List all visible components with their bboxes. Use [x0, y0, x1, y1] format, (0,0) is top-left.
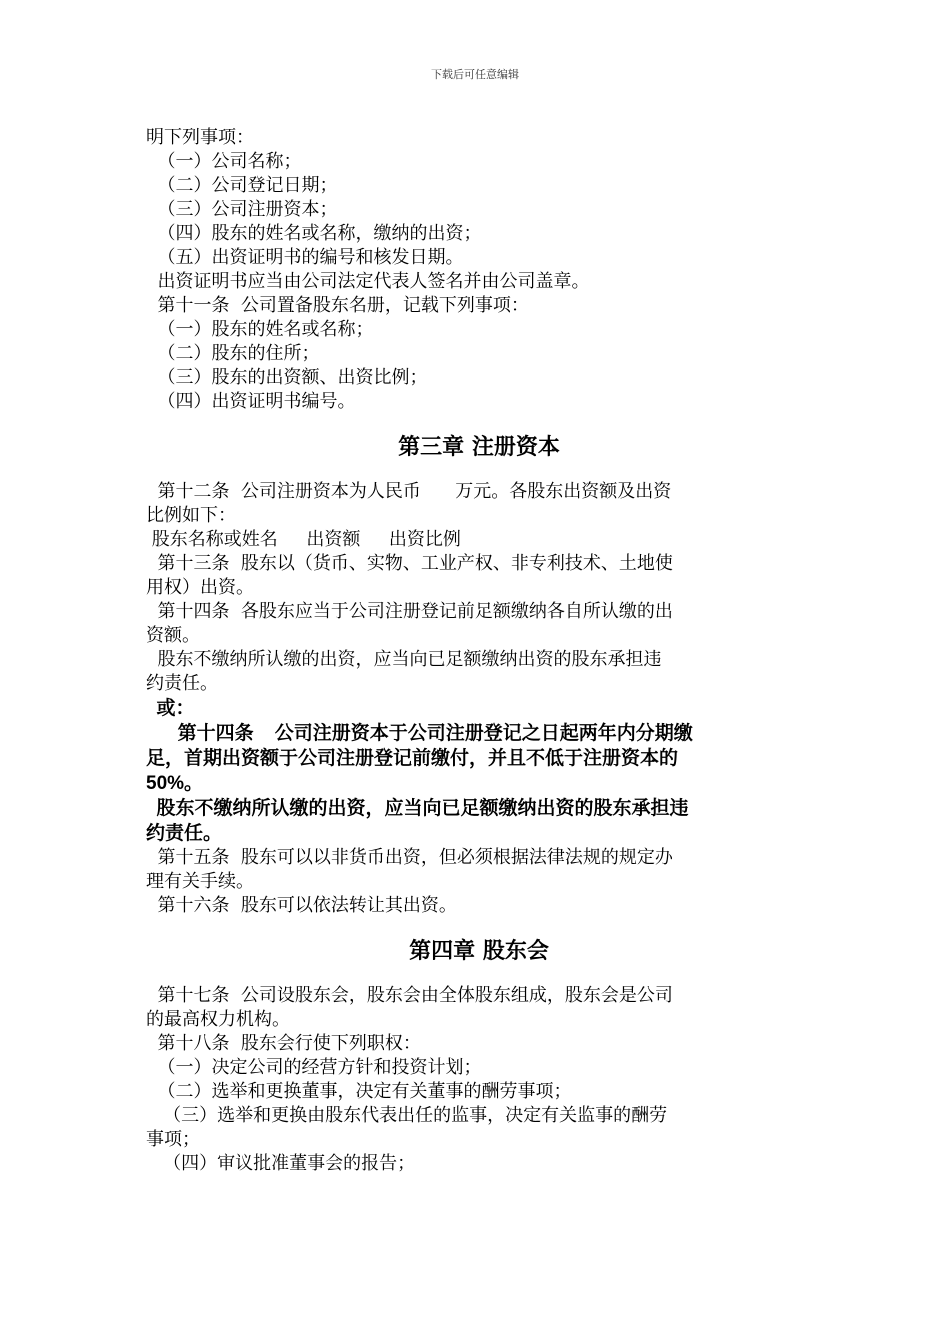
block-bold — [146, 696, 812, 846]
text-line: 第十三条 股东以（货币、实物、工业产权、非专利技术、土地使 — [146, 553, 673, 574]
text-line: 第十五条 股东可以以非货币出资，但必须根据法律法规的规定办 — [146, 847, 673, 868]
text-line: 第十八条 股东会行使下列职权： — [146, 1033, 421, 1054]
text-line-bold: 约责任。 — [146, 823, 223, 844]
text-line: 的最高权力机构。 — [146, 1009, 290, 1030]
page-header: 下载后可任意编辑 — [431, 68, 519, 81]
block-4 — [146, 984, 812, 1176]
text-line: 比例如下： — [146, 505, 236, 526]
text-line-bold: 第十四条 公司注册资本于公司注册登记之日起两年内分期缴 — [146, 723, 693, 744]
text-line: （二）公司登记日期； — [146, 175, 338, 196]
text-line: （一）股东的姓名或名称； — [146, 319, 374, 340]
text-line: 出资证明书应当由公司法定代表人签名并由公司盖章。 — [146, 271, 590, 292]
text-line: 事项； — [146, 1129, 200, 1150]
text-line: 股东名称或姓名 出资额 出资比例 — [146, 529, 461, 550]
text-line: 约责任。 — [146, 673, 218, 694]
text-line-bold: 足，首期出资额于公司注册登记前缴付，并且不低于注册资本的 — [146, 748, 679, 769]
text-line: 理有关手续。 — [146, 871, 254, 892]
text-line: （四）股东的姓名或名称，缴纳的出资； — [146, 223, 482, 244]
text-line: 第十四条 各股东应当于公司注册登记前足额缴纳各自所认缴的出 — [146, 601, 673, 622]
text-line: 第十七条 公司设股东会，股东会由全体股东组成，股东会是公司 — [146, 985, 673, 1006]
block-2 — [146, 480, 812, 696]
text-line: 第十六条 股东可以依法转让其出资。 — [146, 895, 457, 916]
text-line: （三）选举和更换由股东代表出任的监事，决定有关监事的酬劳 — [146, 1105, 668, 1126]
text-line: （三）公司注册资本； — [146, 199, 338, 220]
text-line: （一）公司名称； — [146, 151, 302, 172]
text-line: （二）股东的住所； — [146, 343, 320, 364]
text-line: 股东不缴纳所认缴的出资，应当向已足额缴纳出资的股东承担违 — [146, 649, 662, 670]
text-line-bold: 50%。 — [146, 773, 204, 794]
text-line-bold: 或： — [146, 698, 195, 719]
text-line: （三）股东的出资额、出资比例； — [146, 367, 428, 388]
block-1 — [146, 126, 812, 414]
text-line-bold: 股东不缴纳所认缴的出资，应当向已足额缴纳出资的股东承担违 — [146, 798, 689, 819]
text-line: 第十一条 公司置备股东名册，记载下列事项： — [146, 295, 529, 316]
text-line: （一）决定公司的经营方针和投资计划； — [146, 1057, 482, 1078]
text-line: （四）出资证明书编号。 — [146, 391, 356, 412]
text-line: （五）出资证明书的编号和核发日期。 — [146, 247, 464, 268]
text-line: （四）审议批准董事会的报告； — [146, 1153, 416, 1174]
text-line: 第十二条 公司注册资本为人民币 万元。各股东出资额及出资 — [146, 481, 672, 502]
chapter-4-heading: 第四章 股东会 — [409, 939, 549, 964]
block-3 — [146, 846, 812, 918]
document-body — [146, 126, 812, 1176]
text-line: （二）选举和更换董事，决定有关董事的酬劳事项； — [146, 1081, 572, 1102]
chapter-3-heading: 第三章 注册资本 — [398, 435, 560, 460]
text-line: 资额。 — [146, 625, 200, 646]
text-line: 明下列事项： — [146, 127, 254, 148]
text-line: 用权）出资。 — [146, 577, 254, 598]
